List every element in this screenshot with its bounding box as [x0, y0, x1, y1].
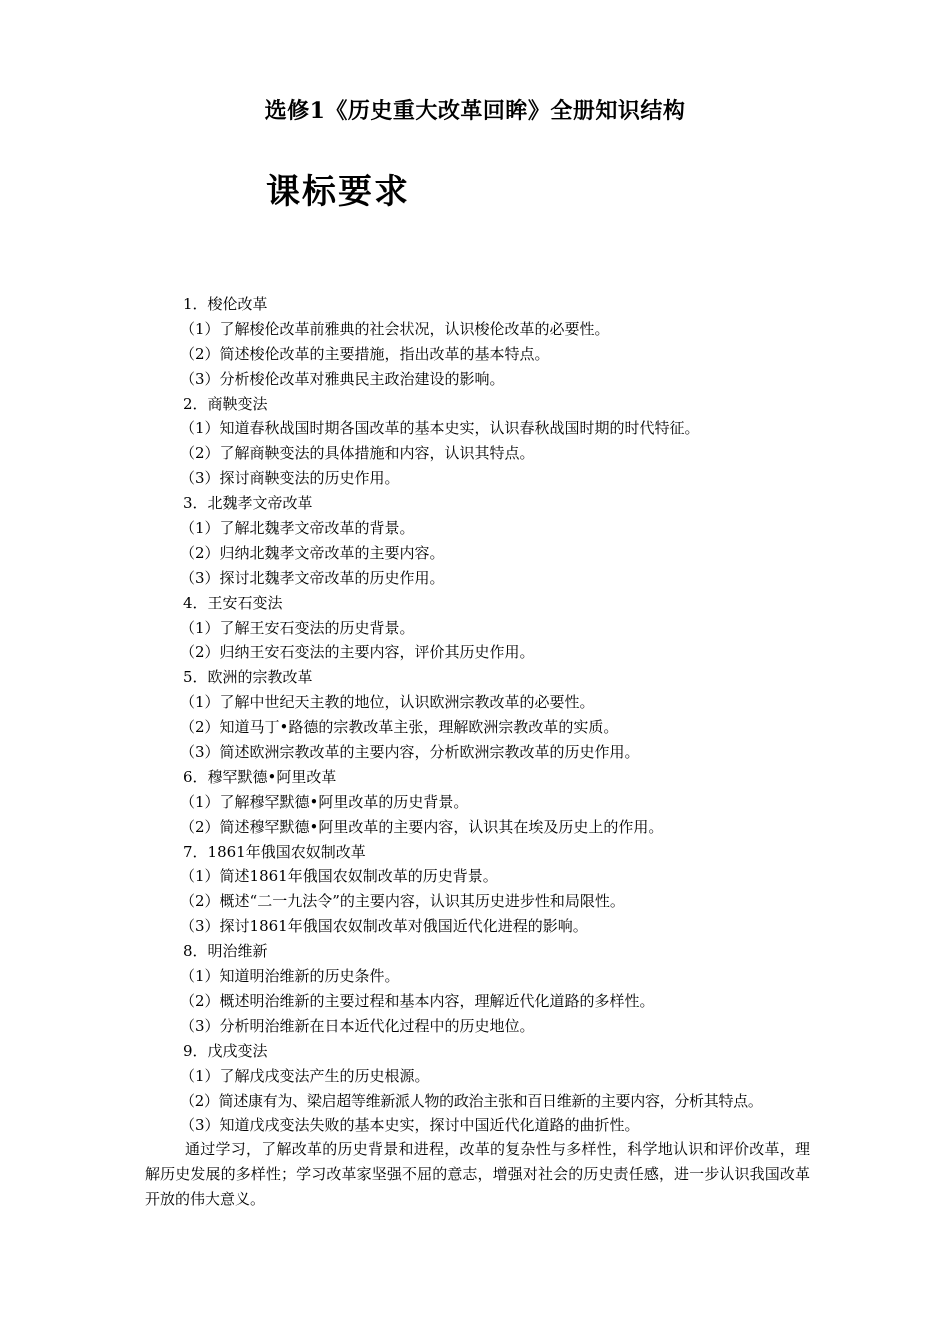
requirement-item: （2）简述梭伦改革的主要措施，指出改革的基本特点。	[180, 344, 550, 363]
requirement-item: （2）概述“二一九法令”的主要内容，认识其历史进步性和局限性。	[180, 892, 625, 911]
requirement-item: （2）知道马丁•路德的宗教改革主张，理解欧洲宗教改革的实质。	[180, 718, 619, 737]
requirement-item: （2）简述穆罕默德•阿里改革的主要内容，认识其在埃及历史上的作用。	[180, 817, 664, 836]
requirement-item: （1）了解梭伦改革前雅典的社会状况，认识梭伦改革的必要性。	[180, 319, 610, 338]
reform-heading: 8．明治维新	[183, 942, 268, 961]
requirement-item: （2）归纳王安石变法的主要内容，评价其历史作用。	[180, 643, 535, 662]
reform-heading: 1．梭伦改革	[183, 295, 268, 313]
requirement-item: （1）了解北魏孝文帝改革的背景。	[180, 519, 415, 538]
requirement-item: （3）分析明治维新在日本近代化过程中的历史地位。	[180, 1016, 535, 1035]
requirement-item: （2）概述明治维新的主要过程和基本内容，理解近代化道路的多样性。	[180, 991, 655, 1010]
requirement-item: （3）简述欧洲宗教改革的主要内容，分析欧洲宗教改革的历史作用。	[180, 743, 640, 762]
summary-paragraph	[145, 1137, 810, 1212]
requirement-item: （3）探讨商鞅变法的历史作用。	[180, 469, 400, 488]
reform-heading: 5．欧洲的宗教改革	[183, 668, 313, 687]
requirement-item: （1）了解王安石变法的历史背景。	[180, 618, 415, 637]
requirement-item: （2）了解商鞅变法的具体措施和内容，认识其特点。	[180, 444, 535, 463]
requirement-item: （3）知道戊戌变法失败的基本史实，探讨中国近代化道路的曲折性。	[180, 1116, 640, 1135]
document-title: 选修1《历史重大改革回眸》全册知识结构	[264, 98, 686, 124]
requirement-item: （1）知道春秋战国时期各国改革的基本史实，认识春秋战国时期的时代特征。	[180, 419, 700, 438]
summary-text: 通过学习，了解改革的历史背景和进程，改革的复杂性与多样性，科学地认识和评价改革，理解历史发展的多样性；学习改革家坚强不屈的意志，增强对社会的历史责任感，进一步认识我国改革开放的伟大意义。	[145, 1140, 810, 1208]
reform-heading: 7．1861年俄国农奴制改革	[183, 842, 366, 861]
requirement-item: （3）探讨1861年俄国农奴制改革对俄国近代化进程的影响。	[180, 917, 588, 936]
section-title: 课标要求	[266, 172, 410, 212]
requirement-item: （1）了解戊戌变法产生的历史根源。	[180, 1066, 430, 1085]
requirement-item: （3）分析梭伦改革对雅典民主政治建设的影响。	[180, 369, 505, 388]
requirement-item: （1）简述1861年俄国农奴制改革的历史背景。	[180, 867, 498, 886]
requirement-item: （1）知道明治维新的历史条件。	[180, 967, 400, 986]
reform-heading: 4．王安石变法	[183, 593, 283, 612]
requirement-item: （2）归纳北魏孝文帝改革的主要内容。	[180, 543, 445, 562]
requirement-item: （1）了解穆罕默德•阿里改革的历史背景。	[180, 792, 469, 811]
reform-heading: 9．戊戌变法	[183, 1041, 268, 1060]
reform-heading: 6．穆罕默德•阿里改革	[183, 767, 337, 786]
requirement-item: （1）了解中世纪天主教的地位，认识欧洲宗教改革的必要性。	[180, 693, 595, 712]
requirement-item: （2）简述康有为、梁启超等维新派人物的政治主张和百日维新的主要内容，分析其特点。	[180, 1091, 763, 1110]
reform-heading: 3．北魏孝文帝改革	[183, 494, 313, 513]
requirement-item: （3）探讨北魏孝文帝改革的历史作用。	[180, 568, 445, 587]
reform-heading: 2．商鞅变法	[183, 394, 268, 413]
requirements-list	[0, 292, 950, 1138]
